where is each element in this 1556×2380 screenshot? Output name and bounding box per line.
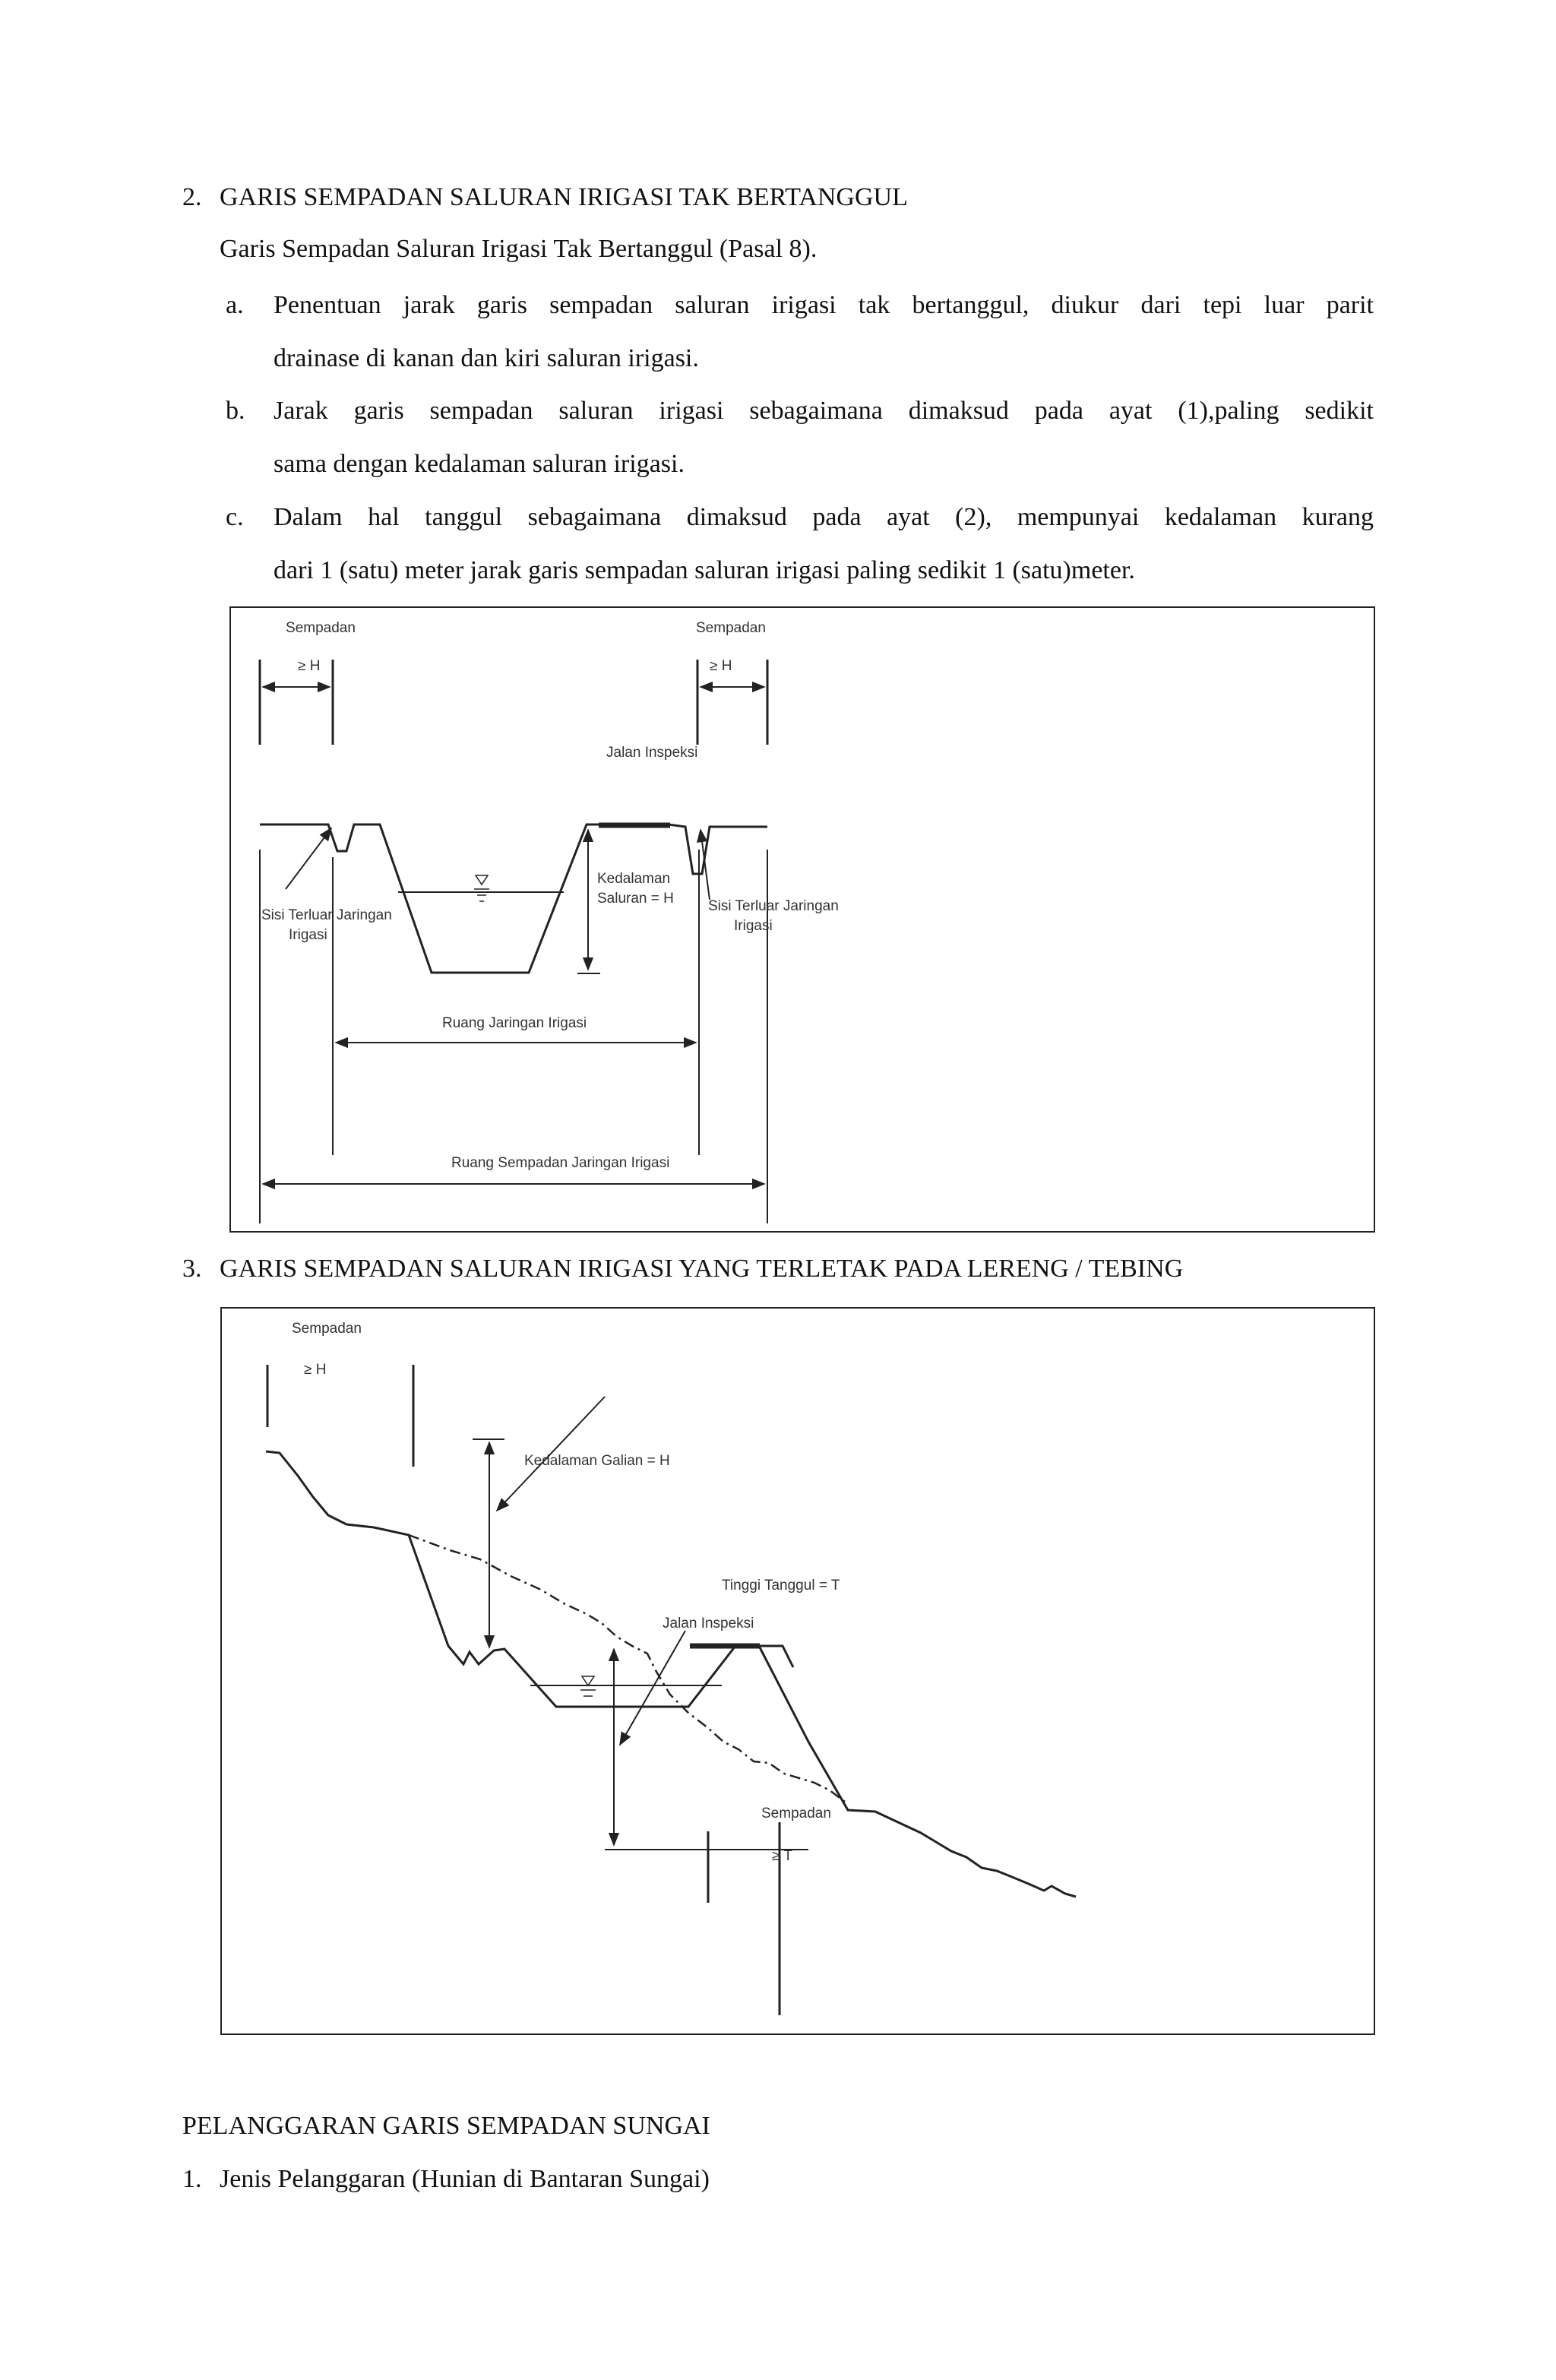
original-ground-dashed: [409, 1535, 848, 1804]
figure1-geh-left-label: ≥ H: [298, 658, 321, 674]
section2-number: 2.: [182, 183, 202, 211]
figure1-ruang-jaringan-label: Ruang Jaringan Irigasi: [442, 1015, 587, 1031]
sisi-left-leader: [286, 828, 331, 889]
figure2-kedalaman-galian-label: Kedalaman Galian = H: [524, 1453, 670, 1469]
item-a-line1: Penentuan jarak garis sempadan saluran irigasi tak bertanggul, diukur dari tepi luar parit: [274, 291, 1374, 319]
section2-heading: GARIS SEMPADAN SALURAN IRIGASI TAK BERTANGGUL: [220, 183, 908, 211]
figure2-get-bottom-label: ≥ T: [772, 1848, 792, 1864]
figure1-kedalaman-label-line1: Kedalaman: [597, 871, 671, 887]
figure1-sempadan-left-label: Sempadan: [286, 620, 356, 636]
water-level-symbol: [474, 875, 489, 901]
section3-number: 3.: [182, 1255, 202, 1283]
figure1-sisi-right-label-line1: Sisi Terluar Jaringan: [708, 898, 839, 914]
figure-cross-section-unbanked: [229, 606, 1375, 1233]
item-c-marker: c.: [226, 503, 244, 531]
figure2-drawing: [222, 1309, 1374, 2033]
slope-channel-profile: [266, 1451, 793, 1707]
figure1-sisi-left-label-line1: Sisi Terluar Jaringan: [261, 907, 392, 923]
figure1-jalan-inspeksi-label: Jalan Inspeksi: [606, 745, 698, 761]
item-a-line2: drainase di kanan dan kiri saluran irigasi.: [274, 344, 699, 372]
item-c-line1: Dalam hal tanggul sebagaimana dimaksud pada ayat (2), mempunyai kedalaman kurang: [274, 503, 1374, 531]
tanggul-leader: [620, 1631, 685, 1745]
figure1-geh-right-label: ≥ H: [710, 658, 732, 674]
figure1-kedalaman-label-line2: Saluran = H: [597, 891, 674, 907]
figure2-sempadan-bottom-label: Sempadan: [761, 1806, 831, 1821]
pelanggaran-item-number: 1.: [182, 2165, 202, 2193]
right-embankment-profile: [760, 1647, 1076, 1897]
pelanggaran-heading: PELANGGARAN GARIS SEMPADAN SUNGAI: [182, 2112, 710, 2140]
item-a-marker: a.: [226, 291, 244, 319]
item-b-marker: b.: [226, 397, 245, 425]
figure2-jalan-inspeksi-label: Jalan Inspeksi: [663, 1616, 754, 1632]
figure-slope-section: [220, 1307, 1375, 2035]
item-b-line1: Jarak garis sempadan saluran irigasi sebagaimana dimaksud pada ayat (1),paling sedikit: [274, 397, 1374, 425]
figure1-sisi-left-label-line2: Irigasi: [289, 927, 327, 943]
figure2-sempadan-top-label: Sempadan: [292, 1321, 362, 1337]
item-c-line2: dari 1 (satu) meter jarak garis sempadan saluran irigasi paling sedikit 1 (satu)meter.: [274, 556, 1135, 584]
figure1-sisi-right-label-line2: Irigasi: [734, 918, 773, 934]
pelanggaran-item-text: Jenis Pelanggaran (Hunian di Bantaran Sungai): [220, 2165, 710, 2193]
figure1-sempadan-right-label: Sempadan: [696, 620, 766, 636]
figure1-ruang-sempadan-label: Ruang Sempadan Jaringan Irigasi: [451, 1155, 670, 1171]
figure2-geh-top-label: ≥ H: [304, 1362, 327, 1378]
section2-intro: Garis Sempadan Saluran Irigasi Tak Bertanggul (Pasal 8).: [220, 235, 818, 263]
figure2-tinggi-tanggul-label: Tinggi Tanggul = T: [722, 1578, 840, 1594]
section3-heading: GARIS SEMPADAN SALURAN IRIGASI YANG TERLETAK PADA LERENG / TEBING: [220, 1255, 1184, 1283]
item-b-line2: sama dengan kedalaman saluran irigasi.: [274, 450, 685, 478]
channel-ground-profile: [260, 824, 767, 973]
figure1-drawing: [231, 608, 1374, 1231]
